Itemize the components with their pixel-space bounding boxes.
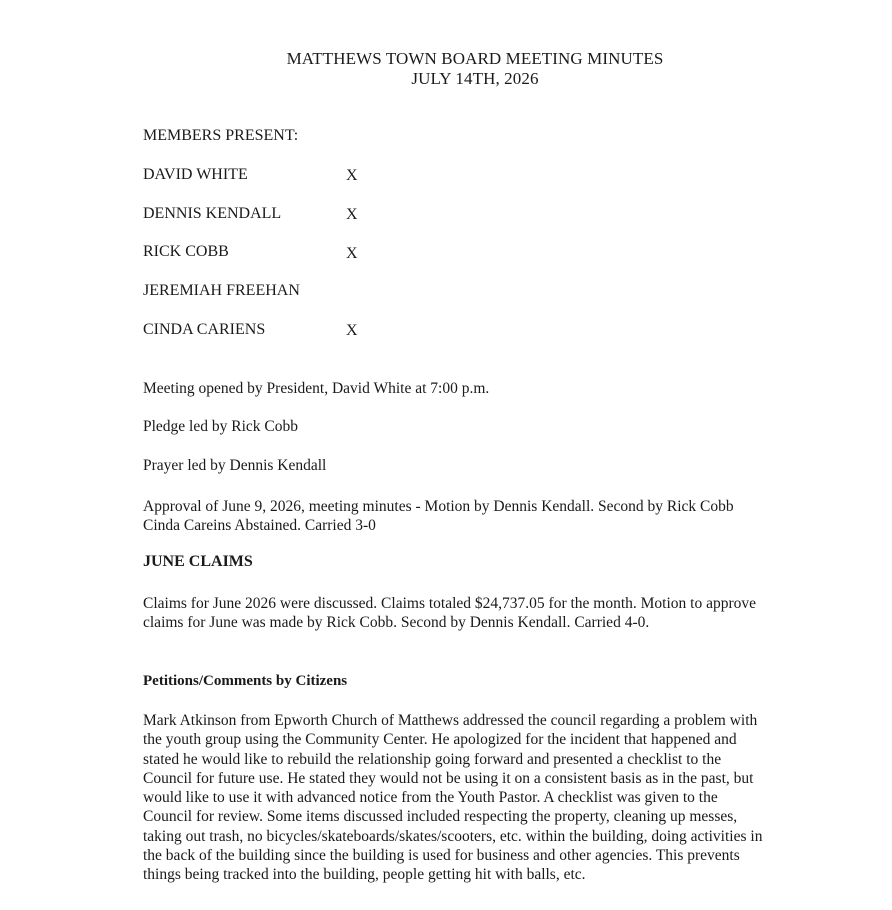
members-present-heading: MEMBERS PRESENT: [143,127,299,144]
attendance-mark: X [346,206,358,223]
approval-paragraph: Approval of June 9, 2026, meeting minutes - Motion by Dennis Kendall. Second by Rick Cobb Cinda Careins Abstained. Carried 3-0 [143,498,734,535]
petitions-paragraph: Mark Atkinson from Epworth Church of Matthews addressed the council regarding a problem with the youth group using the Community Center. He apologized for the incident that happened and stated he would like to rebuild the relationship going forward and presented a checklist to the Council for future use. He stated they would not be using it on a consistent basis as in the past, but would like to use it with advanced notice from the Youth Pastor. A checklist was given to the Council for review. Some items discussed included respecting the property, cleaning up messes, taking out trash, no bicycles/skateboards/skates/scooters, etc. within the building, doing activities in the back of the building since the building is used for business and other agencies. This prevents things being tracked into the building, people getting hit with balls, etc. [143,712,763,884]
document-title: MATTHEWS TOWN BOARD MEETING MINUTES [286,49,664,68]
petitions-heading: Petitions/Comments by Citizens [143,673,348,689]
member-name: DENNIS KENDALL [143,205,282,222]
attendance-mark: X [346,322,358,339]
member-name: RICK COBB [143,243,229,260]
member-name: CINDA CARIENS [143,321,266,338]
meeting-date: JULY 14TH, 2026 [411,69,539,88]
pledge-line: Pledge led by Rick Cobb [143,418,298,435]
june-claims-heading: JUNE CLAIMS [143,553,253,570]
attendance-mark: X [346,245,358,262]
meeting-opened-line: Meeting opened by President, David White at 7:00 p.m. [143,380,490,397]
member-name: JEREMIAH FREEHAN [143,282,300,299]
attendance-mark: X [346,167,358,184]
member-name: DAVID WHITE [143,166,248,183]
prayer-line: Prayer led by Dennis Kendall [143,457,327,474]
claims-paragraph: Claims for June 2026 were discussed. Claims totaled $24,737.05 for the month. Motion to approve claims for June was made by Rick Cobb. Second by Dennis Kendall. Carried 4-0. [143,595,757,632]
